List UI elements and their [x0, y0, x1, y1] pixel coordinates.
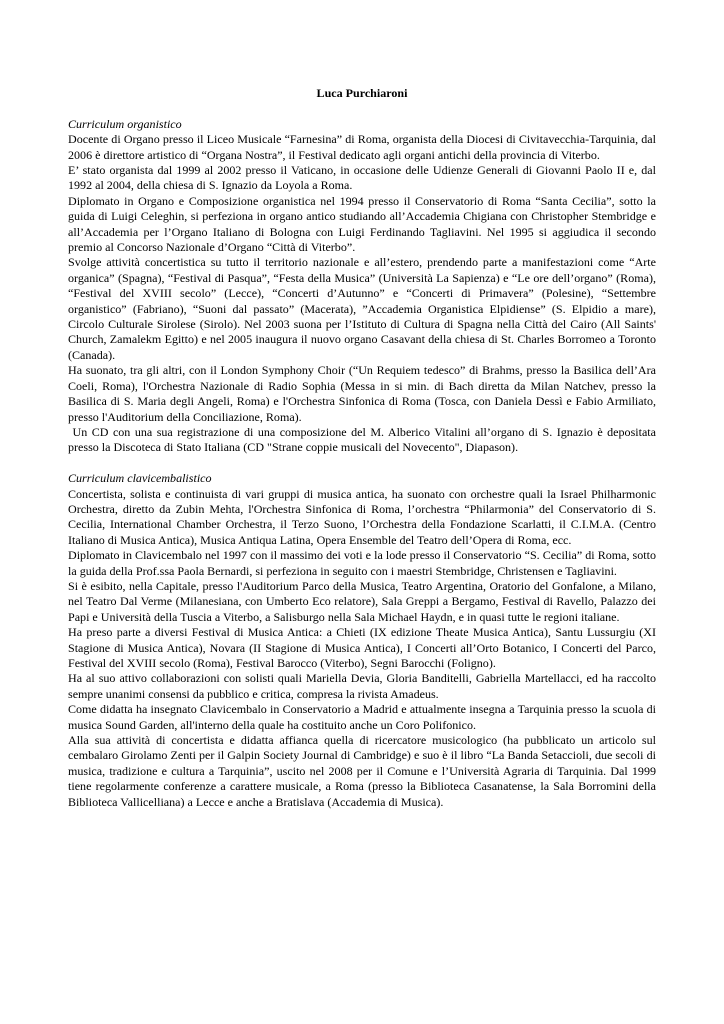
document-page [68, 86, 660, 810]
section-harpsichord [68, 471, 656, 810]
section-organ [68, 116, 660, 456]
document-title: Luca Purchiaroni [316, 86, 408, 100]
paragraph: Ha al suo attivo collaborazioni con solisti quali Mariella Devia, Gloria Banditelli, Gabriella Martellacci, ed ha raccolto sempre unanimi consensi da pubblico e critica, compresa la rivista Amadeus. [68, 671, 656, 701]
paragraph: Diplomato in Organo e Composizione organistica nel 1994 presso il Conservatorio di Roma “Santa Cecilia”, sotto la guida di Luigi Celeghin, si perfeziona in organo antico studiando all’Accademia Chigiana con Christopher Stembridge e all’Accademia per l’Organo Italiano di Bologna con Luigi Ferdinando Tagliavini. Nel 1995 si aggiudica il secondo premio al Concorso Nazionale d’Organo “Città di Viterbo”. [68, 193, 656, 255]
paragraph: Svolge attività concertistica su tutto il territorio nazionale e all’estero, prendendo parte a manifestazioni come “Arte organica” (Spagna), “Festival di Pasqua”, “Festa della Musica” (Università La Sapienza) e “Le ore dell’organo” (Roma), “Festival del XVIII secolo” (Lecce), “Concerti d’Autunno” e “Concerti di Primavera” (Polesine), “Settembre organistico” (Fabriano), “Suoni dal passato” (Macerata), ”Accademia Organistica Elpidiense” (S. Elpidio a mare), Circolo Culturale Sirolese (Sirolo). Nel 2003 suona per l’Istituto di Cultura di Spagna nella Città del Cairo (All Saints' Church, Zamalekm Egitto) e nel 2005 inaugura il nuovo organo Casavant della chiesa di St. Charles Borromeo a Toronto (Canada). [68, 255, 656, 362]
paragraph: Ha suonato, tra gli altri, con il London Symphony Choir (“Un Requiem tedesco” di Brahms, presso la Basilica dell’Ara Coeli, Roma), l'Orchestra Nazionale di Radio Sophia (Messa in si min. di Bach diretta da Milan Natchev, presso la Basilica di S. Maria degli Angeli, Roma) e l'Orchestra Sinfonica di Roma (Tosca, con Daniela Dessì e Fabio Armiliato, presso l'Auditorium della Conciliazione, Roma). [68, 363, 656, 424]
section-heading-harpsichord: Curriculum clavicembalistico [68, 471, 212, 486]
paragraph: Alla sua attività di concertista e didatta affianca quella di ricercatore musicologico (ha pubblicato un articolo sul cembalaro Girolamo Zenti per il Galpin Society Journal di Cambridge) e suo è il libro “La Banda Setaccioli, due secoli di musica, tradizione e cultura a Tarquinia”, uscito nel 2008 per il Comune e l’Università Agraria di Tarquinia. Dal 1999 tiene regolarmente conferenze a carattere musicale, a Roma (presso la Biblioteca Casanatense, la Sala Borromini della Biblioteca Vallicelliana) a Lecce e anche a Bratislava (Accademia di Musica). [68, 733, 656, 809]
section-heading-organ: Curriculum organistico [68, 116, 182, 131]
section-spacer [68, 456, 656, 471]
paragraph: Diplomato in Clavicembalo nel 1997 con il massimo dei voti e la lode presso il Conservatorio “S. Cecilia” di Roma, sotto la guida della Prof.ssa Paola Bernardi, si perfeziona in seguito con i maestri Stembridge, Christensen e Tagliavini. [68, 548, 656, 578]
paragraph: Ha preso parte a diversi Festival di Musica Antica: a Chieti (IX edizione Theate Musica Antica), Santu Lussurgiu (XI Stagione di Musica Antica), Novara (II Stagione di Musica Antica), I Concerti all’Orto Botanico, I Concerti del Parco, Festival del XVIII secolo (Roma), Festival Barocco (Viterbo), Segni Barocchi (Foligno). [68, 625, 656, 670]
paragraph: Come didatta ha insegnato Clavicembalo in Conservatorio a Madrid e attualmente insegna a Tarquinia presso la scuola di musica Sound Garden, all'interno della quale ha costituito anche un Coro Polifonico. [68, 702, 656, 732]
paragraph: Si è esibito, nella Capitale, presso l'Auditorium Parco della Musica, Teatro Argentina, Oratorio del Gonfalone, a Milano, nel Teatro Dal Verme (Milanesiana, con Umberto Eco relatore), Sala Greppi a Bergamo, Festival di Ravello, Palazzo dei Papi e Università della Tuscia a Viterbo, a Salisburgo nella Sala Michael Haydn, e in quasi tutte le regioni italiane. [68, 578, 656, 624]
paragraph: Un CD con una sua registrazione di una composizione del M. Alberico Vitalini all’organo di S. Ignazio è depositata presso la Discoteca di Stato Italiana (CD "Strane coppie musicali del Novecento", Diapason). [68, 424, 660, 455]
paragraph: E’ stato organista dal 1999 al 2002 presso il Vaticano, in occasione delle Udienze Generali di Giovanni Paolo II e, dal 1992 al 2004, della chiesa di S. Ignazio da Loyola a Roma. [68, 163, 656, 193]
paragraph: Concertista, solista e continuista di vari gruppi di musica antica, ha suonato con orchestre quali la Israel Philharmonic Orchestra, diretto da Zubin Mehta, l'Orchestra Sinfonica di Roma, l’orchestra “Philarmonia” del Conservatorio di S. Cecilia, International Chamber Orchestra, il Terzo Suono, l’Orchestra della Fondazione Scarlatti, il C.I.M.A. (Centro Italiano di Musica Antica), Musica Antiqua Latina, Opera Ensemble del Teatro dell’Opera di Roma, ecc. [68, 486, 656, 547]
paragraph: Docente di Organo presso il Liceo Musicale “Farnesina” di Roma, organista della Diocesi di Civitavecchia-Tarquinia, dal 2006 è direttore artistico di “Organa Nostra”, il Festival dedicato agli organi antichi della provincia di Viterbo. [68, 132, 656, 162]
